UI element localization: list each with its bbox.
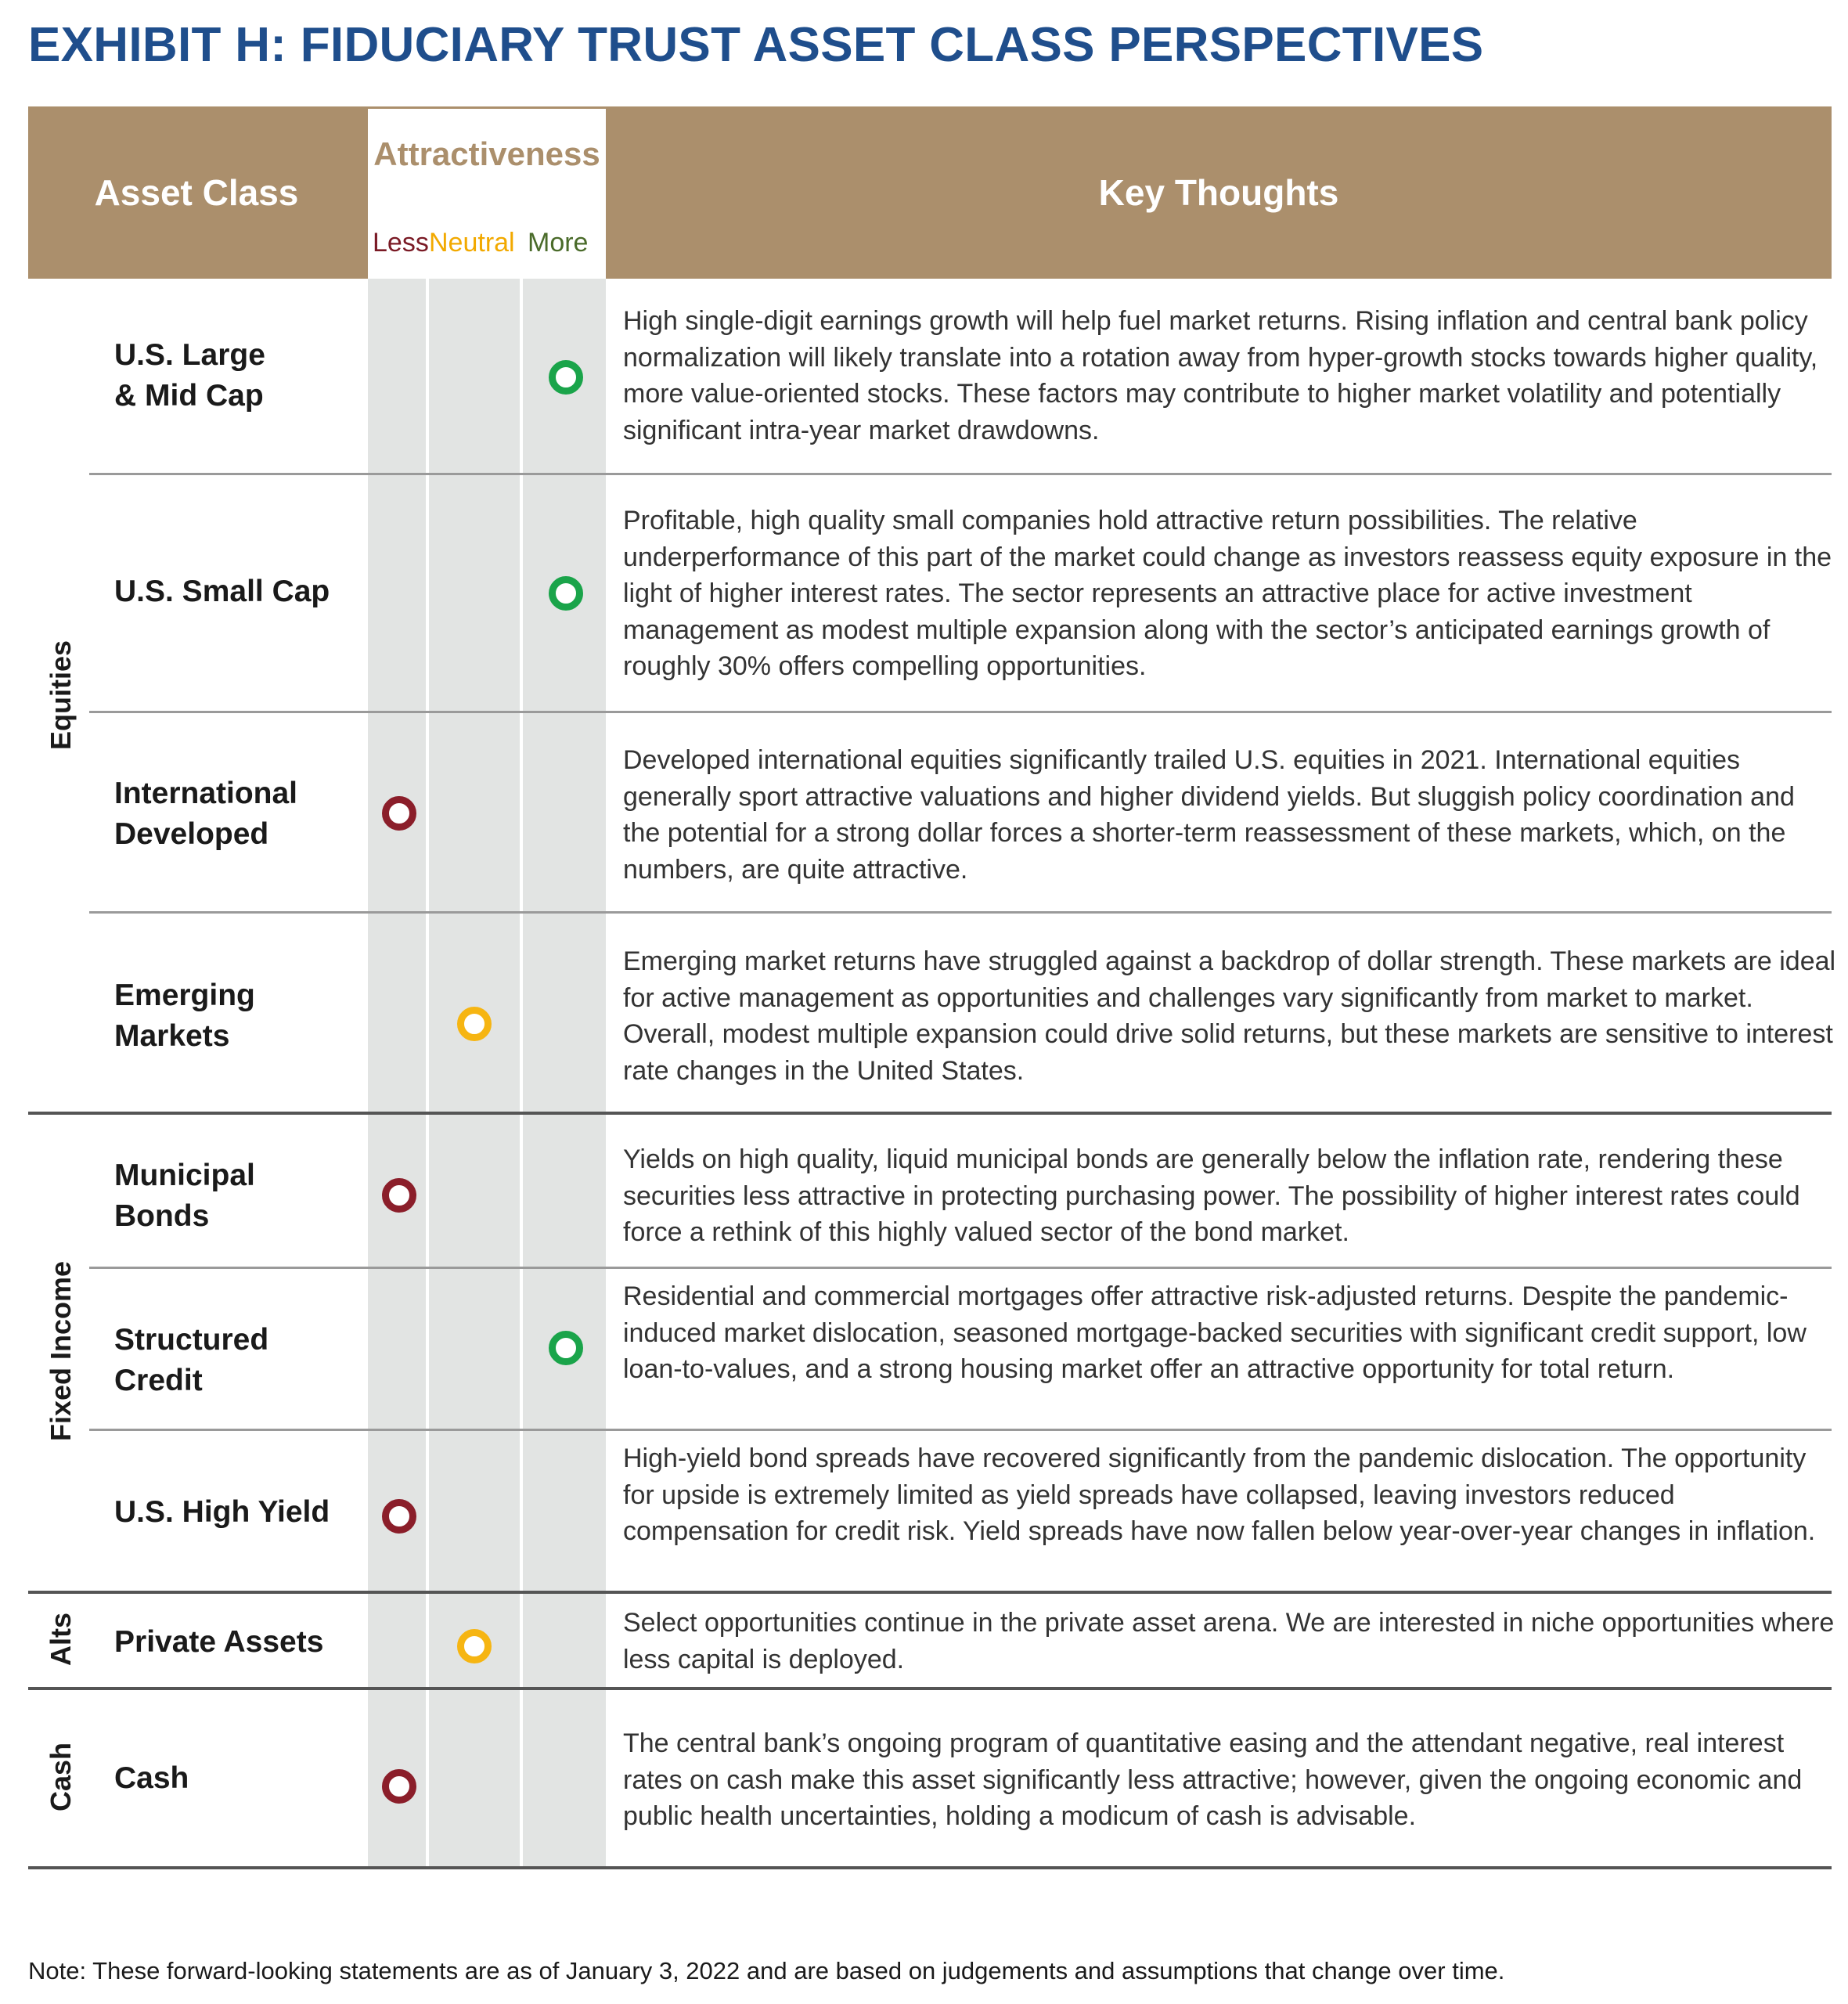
- less-column-band: [368, 279, 426, 1869]
- attractiveness-header: [368, 109, 606, 279]
- asset-name: Private Assets: [114, 1625, 324, 1659]
- asset-name: Cash: [114, 1761, 189, 1795]
- attractiveness-title: Attractiveness: [373, 135, 600, 172]
- attractiveness-less-marker: [382, 796, 416, 831]
- section-divider: [28, 1591, 1832, 1594]
- key-thought-text: Emerging market returns have struggled against a backdrop of dollar strength. These markets are ideal for active management as opportunities and challenges vary significantly from market to market. Overall, modest multiple expansion could drive solid returns, but these markets are sensitive to interest rate changes in the United States.: [623, 946, 1836, 1086]
- row-divider: [89, 1429, 1832, 1431]
- key-thought-text: The central bank’s ongoing program of quantitative easing and the attendant negative, real interest rates on cash make this asset significantly less attractive; however, given the ongoing economic and public health uncertainties, holding a modicum of cash is advisable.: [623, 1728, 1803, 1831]
- attractiveness-neutral-marker: [457, 1629, 492, 1663]
- key-thought-text: Residential and commercial mortgages offer attractive risk-adjusted returns. Despite the pandemic-induced market dislocation, seasoned mortgage-backed securities with significant credit support, low loan-to-values, and a strong housing market offer an attractive opportunity for total return.: [623, 1281, 1807, 1384]
- asset-name: International Developed: [114, 777, 298, 851]
- attractiveness-less-marker: [382, 1499, 416, 1534]
- category-label: Cash: [45, 1742, 77, 1811]
- level-more-label: More: [528, 228, 589, 258]
- attractiveness-more-marker: [549, 360, 583, 395]
- key-thoughts-header: Key Thoughts: [1098, 172, 1339, 213]
- asset-name: Emerging Markets: [114, 979, 255, 1053]
- footnote: Note: These forward-looking statements are as of January 3, 2022 and are based on judgements and assumptions that change over time.: [28, 1957, 1505, 1984]
- more-column-band: [523, 279, 606, 1869]
- key-thought-text: Profitable, high quality small companies hold attractive return possibilities. The relative underperformance of this part of the market could change as investors reassess equity exposure in the light of higher interest rates. The sector represents an attractive place for active investment management as modest multiple expansion along with the sector’s anticipated earnings growth of roughly 30% offers compelling opportunities.: [623, 506, 1832, 681]
- asset-name: U.S. Small Cap: [114, 575, 330, 608]
- attractiveness-more-marker: [549, 1331, 583, 1365]
- attractiveness-less-marker: [382, 1178, 416, 1213]
- category-alts: [30, 1591, 92, 1687]
- asset-class-header: Asset Class: [94, 172, 299, 213]
- category-cash: [30, 1687, 92, 1866]
- asset-name: U.S. Large & Mid Cap: [114, 338, 265, 413]
- key-thought-text: High-yield bond spreads have recovered significantly from the pandemic dislocation. The opportunity for upside is extremely limited as yield spreads have collapsed, leaving investors reduced compensation for credit risk. Yield spreads have now fallen below year-over-year changes in inflation.: [623, 1444, 1816, 1546]
- category-label: Alts: [45, 1612, 77, 1666]
- asset-name: U.S. High Yield: [114, 1495, 330, 1529]
- key-thought-text: Developed international equities significantly trailed U.S. equities in 2021. International equities generally sport attractive valuations and higher dividend yields. But sluggish policy coordination and the potential for a strong dollar forces a shorter-term reassessment of these markets, which, on the numbers, are quite attractive.: [623, 745, 1795, 885]
- level-less-label: Less: [373, 228, 429, 258]
- attractiveness-less-marker: [382, 1769, 416, 1804]
- category-fixed-income: [30, 1112, 92, 1591]
- asset-name: Municipal Bonds: [114, 1159, 255, 1233]
- table-header: [28, 106, 1832, 279]
- row-divider: [89, 473, 1832, 475]
- attractiveness-more-marker: [549, 576, 583, 611]
- row-divider: [89, 911, 1832, 914]
- attractiveness-neutral-marker: [457, 1007, 492, 1041]
- asset-name: Structured Credit: [114, 1323, 269, 1397]
- key-thought-text: High single-digit earnings growth will help fuel market returns. Rising inflation and central bank policy normalization will likely translate into a rotation away from hyper-growth stocks towards higher quality, more value-oriented stocks. These factors may contribute to higher market volatility and potentially significant intra-year market drawdowns.: [623, 306, 1818, 445]
- category-equities: [30, 279, 92, 1112]
- key-thought-text: Yields on high quality, liquid municipal bonds are generally below the inflation rate, rendering these securities less attractive in protecting purchasing power. The possibility of higher interest rates could force a rethink of this highly valued sector of the bond market.: [623, 1144, 1800, 1247]
- table-bottom-border: [28, 1866, 1832, 1869]
- row-divider: [89, 1267, 1832, 1269]
- category-label: Equities: [45, 640, 77, 751]
- section-divider: [28, 1112, 1832, 1115]
- row-divider: [89, 711, 1832, 713]
- exhibit-title: EXHIBIT H: FIDUCIARY TRUST ASSET CLASS PERSPECTIVES: [28, 18, 1484, 72]
- category-label: Fixed Income: [45, 1260, 77, 1442]
- level-neutral-label: Neutral: [429, 228, 515, 258]
- section-divider: [28, 1687, 1832, 1690]
- key-thought-text: Select opportunities continue in the private asset arena. We are interested in niche opportunities where less capital is deployed.: [623, 1608, 1835, 1674]
